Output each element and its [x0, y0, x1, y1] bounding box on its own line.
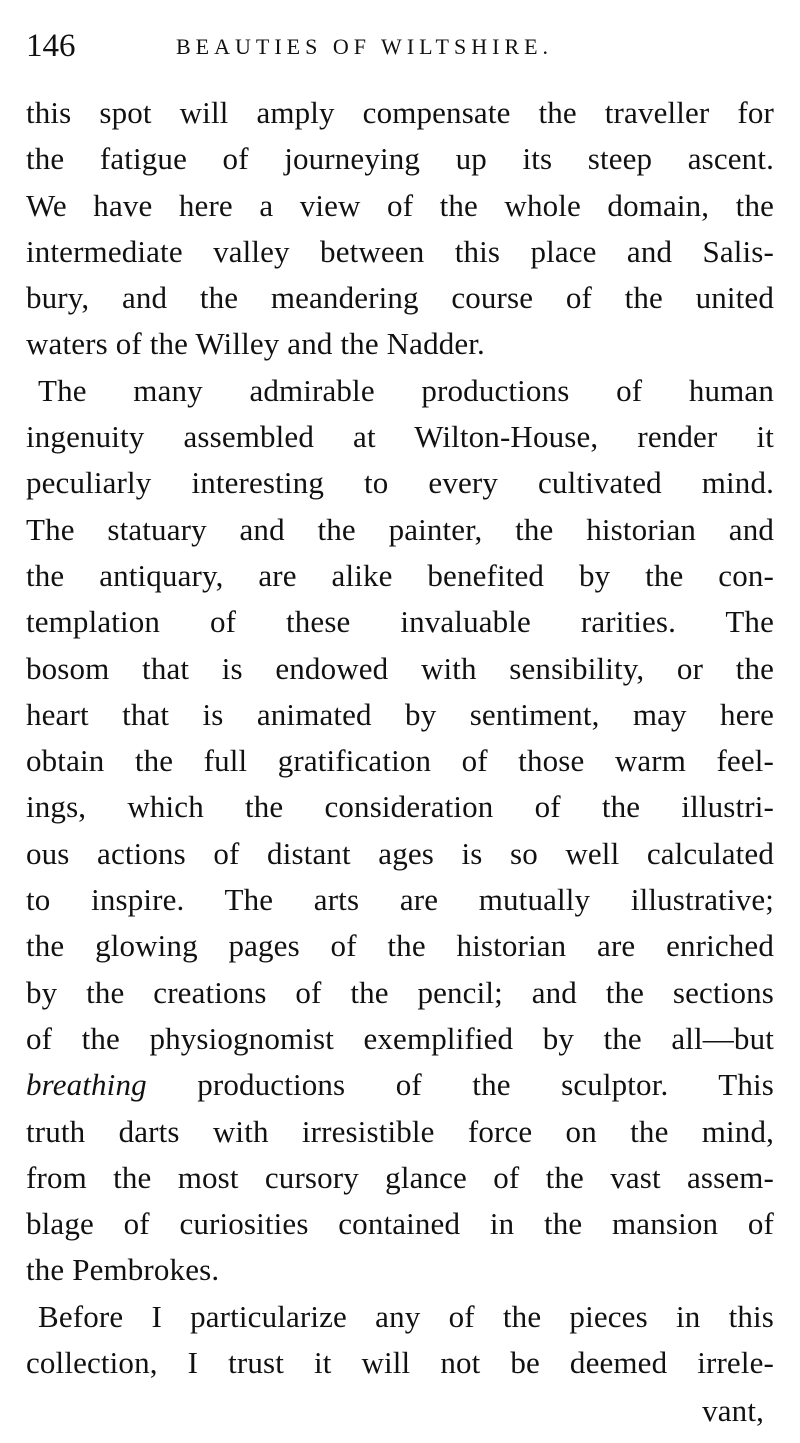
text-line: ous actions of distant ages is so well calculated — [26, 835, 774, 871]
text-line: truth darts with irresistible force on the mind, — [26, 1113, 774, 1149]
text-line: the fatigue of journeying up its steep ascent. — [26, 141, 774, 177]
paragraph-start-line: Before I particularize any of the pieces in this — [38, 1298, 774, 1334]
text-line: this spot will amply compensate the traveller for — [26, 95, 774, 130]
text-line: waters of the Willey and the Nadder. — [26, 326, 485, 362]
paragraph-start-line: The many admirable productions of human — [38, 372, 774, 408]
text-line: the glowing pages of the historian are enriched — [26, 928, 774, 964]
text-line: to inspire. The arts are mutually illustrative; — [26, 882, 774, 918]
text-line: The statuary and the painter, the historian and — [26, 511, 774, 547]
text-line: peculiarly interesting to every cultivated mind. — [26, 465, 774, 501]
text-line: bury, and the meandering course of the united — [26, 280, 774, 316]
book-page — [26, 18, 774, 1435]
text-line: collection, I trust it will not be deemed irrele- — [26, 1345, 774, 1381]
text-line: intermediate valley between this place and Salis- — [26, 233, 774, 269]
text-line: obtain the full gratification of those warm feel- — [26, 743, 774, 779]
text-line-with-italic — [26, 1062, 774, 1108]
text-line-remainder: productions of the sculptor. This — [146, 1067, 774, 1103]
text-line: by the creations of the pencil; and the sections — [26, 974, 774, 1010]
running-head — [26, 18, 774, 70]
text-line: ings, which the consideration of the illustri- — [26, 789, 774, 825]
body-text — [26, 90, 774, 1435]
page-number: 146 — [26, 28, 76, 64]
text-line: ingenuity assembled at Wilton-House, render it — [26, 419, 774, 455]
text-line: the antiquary, are alike benefited by the con- — [26, 557, 774, 593]
text-line: blage of curiosities contained in the mansion of — [26, 1206, 774, 1242]
text-line: heart that is animated by sentiment, may here — [26, 696, 774, 732]
running-title: BEAUTIES OF WILTSHIRE. — [176, 34, 554, 59]
italic-word: breathing — [26, 1067, 147, 1103]
text-line: the Pembrokes. — [26, 1252, 220, 1288]
text-line: bosom that is endowed with sensibility, or the — [26, 650, 774, 686]
text-line: from the most cursory glance of the vast assem- — [26, 1159, 774, 1195]
text-line: templation of these invaluable rarities. The — [26, 604, 774, 640]
catchword: vant, — [702, 1393, 764, 1429]
text-line: of the physiognomist exemplified by the all—but — [26, 1020, 774, 1056]
text-line: We have here a view of the whole domain, the — [26, 187, 774, 223]
